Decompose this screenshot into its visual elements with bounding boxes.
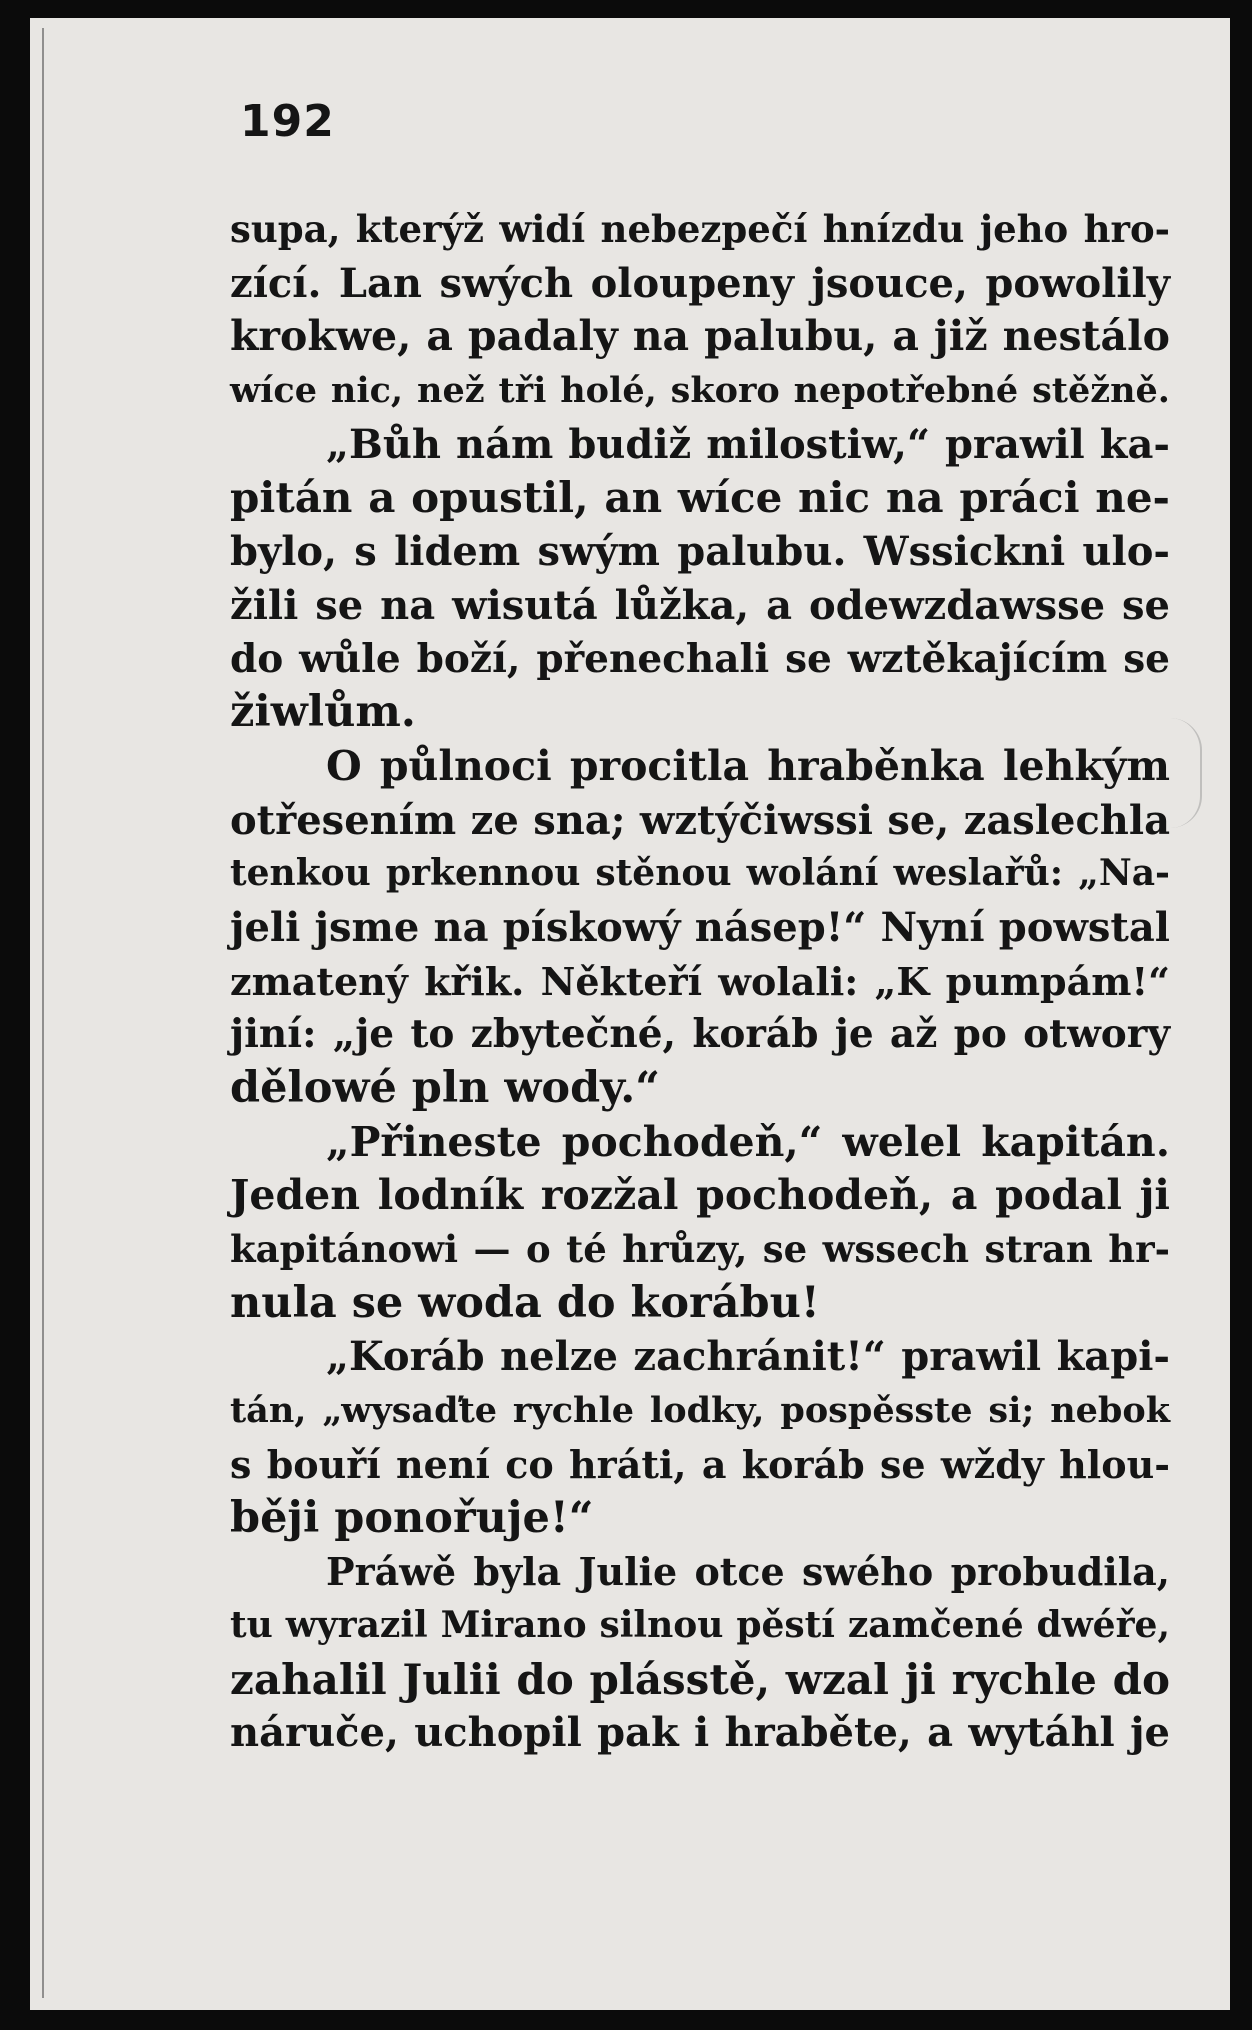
text-line: Práwě byla Julie otce swého probudila, <box>326 1549 1170 1595</box>
text-line: tu wyrazil Mirano silnou pěstí zamčené dwéře, <box>230 1603 1170 1646</box>
text-line: Jeden lodník rozžal pochodeň, a podal ji <box>230 1171 1170 1220</box>
text-line: wíce nic, než tři holé, skoro nepotřebné stěžně. <box>230 370 1170 412</box>
page-number: 192 <box>240 96 335 147</box>
text-line: otřesením ze sna; wztýčiwssi se, zaslechla <box>230 796 1170 844</box>
text-line: kapitánowi — o té hrůzy, se wssech stran hr- <box>230 1227 1170 1272</box>
text-line: „Bůh nám budiž milostiw,“ prawil ka- <box>326 420 1170 468</box>
page-edge-line <box>42 28 44 1998</box>
text-line: nula se woda do korábu! <box>230 1277 820 1328</box>
text-line: běji ponořuje!“ <box>230 1492 594 1543</box>
text-line: do wůle boží, přenechali se wztěkajícím se <box>230 635 1170 682</box>
book-page <box>30 18 1230 2010</box>
body-text <box>230 203 1170 1760</box>
text-line: tenkou prkennou stěnou wolání weslařů: „Na- <box>230 852 1170 895</box>
text-line: krokwe, a padaly na palubu, a již nestálo <box>230 312 1170 361</box>
text-line: dělowé pln wody.“ <box>230 1063 660 1113</box>
text-line: bylo, s lidem swým palubu. Wssickni ulo- <box>230 528 1170 576</box>
text-line: žili se na wisutá lůžka, a odewzdawsse se <box>230 581 1170 629</box>
text-line: tán, „wysaďte rychle lodky, pospěsste si; nebok <box>230 1390 1170 1432</box>
text-line: zící. Lan swých oloupeny jsouce, powolily <box>230 259 1170 307</box>
text-line: zahalil Julii do plásstě, wzal ji rychle do <box>230 1654 1170 1704</box>
text-line: zmatený křik. Někteří wolali: „K pumpám!“ <box>230 958 1170 1004</box>
text-line: náruče, uchopil pak i hraběte, a wytáhl je <box>230 1709 1170 1757</box>
text-line: „Koráb nelze zachránit!“ prawil kapi- <box>326 1333 1170 1381</box>
text-line: O půlnoci procitla hraběnka lehkým <box>326 741 1170 790</box>
text-line: jeli jsme na pískowý násep!“ Nyní powstal <box>230 903 1170 951</box>
margin-mark <box>1170 718 1202 828</box>
text-line: „Přineste pochodeň,“ welel kapitán. <box>326 1117 1170 1166</box>
text-line: pitán a opustil, an wíce nic na práci ne- <box>230 473 1170 523</box>
text-line: jiní: „je to zbytečné, koráb je až po otwory <box>230 1011 1170 1058</box>
text-line: supa, kterýž widí nebezpečí hnízdu jeho hro- <box>230 207 1170 251</box>
text-line: žiwlům. <box>230 687 416 738</box>
text-line: s bouří není co hráti, a koráb se wždy hlou- <box>230 1441 1170 1487</box>
